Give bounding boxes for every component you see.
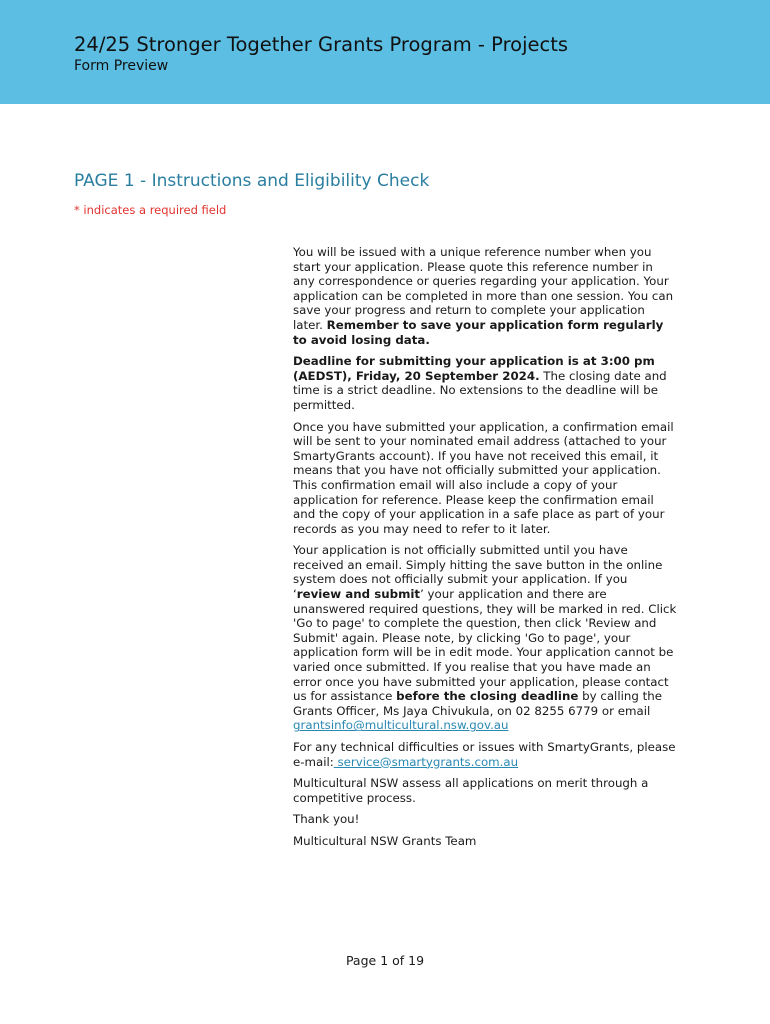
required-field-note: * indicates a required field <box>74 203 227 217</box>
review-submit-emphasis: review and submit <box>296 587 421 602</box>
instructions-text: You will be issued with a unique reference number when you start your application. Please quote this reference number in any correspondence or queries regarding your application. Your application can be completed in more than one session. You can save your progress and return to complete your application later. <box>293 245 674 332</box>
submission-text: ’ your application and there are unanswered required questions, they will be marked in red. Click 'Go to page' to complete the question, then click 'Review and Submit' again. Please note, by clicking 'Go to page', your application form will be in edit mode. Your application cannot be varied once submitted. If you realise that you have made an error once you have submitted your application, please contact us for assistance <box>293 587 677 704</box>
instructions-block <box>293 245 678 856</box>
instructions-emphasis: Remember to save your application form regularly to avoid losing data. <box>293 317 664 347</box>
page-heading: PAGE 1 - Instructions and Eligibility Check <box>74 171 430 191</box>
submission-paragraph <box>293 543 678 733</box>
form-title: 24/25 Stronger Together Grants Program - Projects <box>74 33 569 56</box>
deadline-emphasis: Deadline for submitting your application is at 3:00 pm (AEDST), Friday, 20 September 2024. <box>293 354 655 383</box>
thank-you-text: Thank you! <box>293 812 360 827</box>
form-subtitle: Form Preview <box>74 58 169 74</box>
header-banner <box>0 0 770 104</box>
submission-text: by calling the Grants Officer, Ms Jaya Chivukula, on 02 8255 6779 or email <box>293 689 662 718</box>
instructions-paragraph <box>293 245 678 347</box>
signature-text: Multicultural NSW Grants Team <box>293 833 477 848</box>
smartygrants-email-link[interactable]: service@smartygrants.com.au <box>333 754 519 769</box>
technical-support-paragraph <box>293 740 678 769</box>
deadline-paragraph <box>293 354 678 412</box>
deadline-text: The closing date and time is a strict deadline. No extensions to the deadline will be permitted. <box>293 368 667 412</box>
page-footer <box>0 953 770 968</box>
closing-deadline-emphasis: before the closing deadline <box>396 689 579 704</box>
technical-support-text: For any technical difficulties or issues with SmartyGrants, please e-mail: <box>293 740 676 769</box>
merit-paragraph: Multicultural NSW assess all applications on merit through a competitive process. <box>293 776 649 805</box>
submission-text: Your application is not officially submitted until you have received an email. Simply hitting the save button in the online system does not officially submit your application. If you ‘ <box>293 543 663 602</box>
grantsinfo-email-link[interactable]: grantsinfo@multicultural.nsw.gov.au <box>293 718 509 733</box>
page-indicator: Page 1 of 19 <box>345 953 425 968</box>
confirmation-paragraph: Once you have submitted your application, a confirmation email will be sent to your nominated email address (attached to your SmartyGrants account). If you have not received this email, it means that you have not officially submitted your application. This confirmation email will also include a copy of your application for reference. Please keep the confirmation email and the copy of your application in a safe place as part of your records as you may need to refer to it later. <box>293 419 674 536</box>
